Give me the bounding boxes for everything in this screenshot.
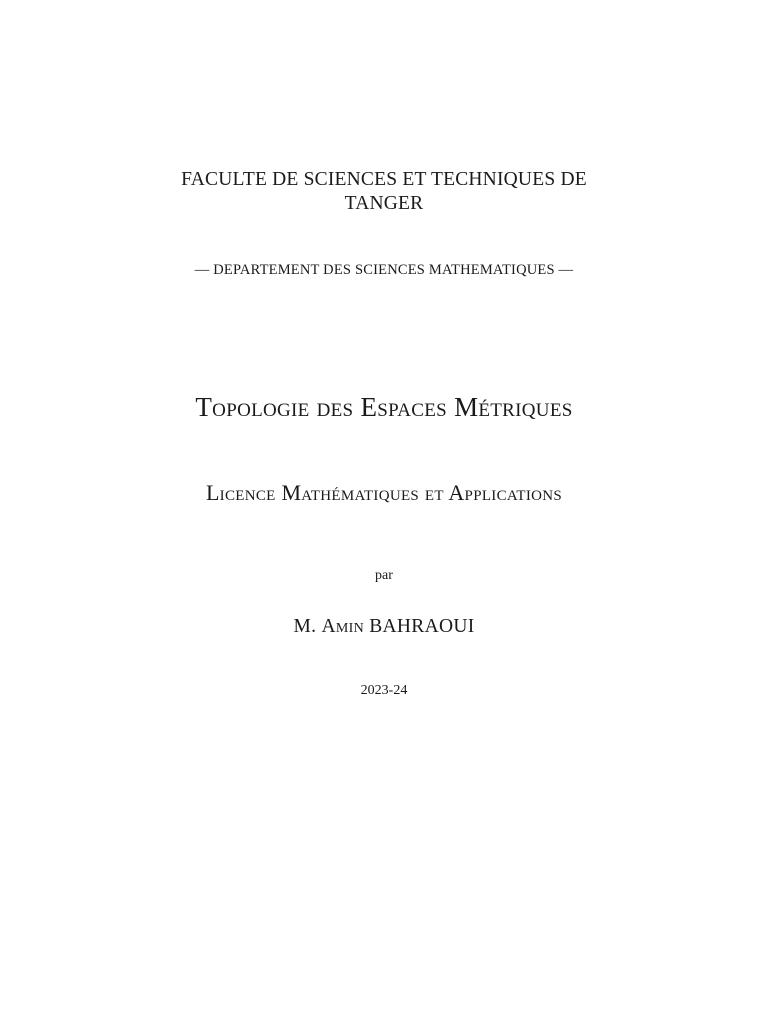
document-title: Topologie des Espaces Métriques [195,392,573,422]
academic-year: 2023-24 [360,683,408,698]
author-initial: M. [293,616,317,637]
author-name [0,616,768,638]
author-last-name: BAHRAOUI [369,616,475,637]
department-name: — DEPARTEMENT DES SCIENCES MATHEMATIQUES — [194,262,574,278]
by-label: par [375,568,393,583]
faculty-name [0,168,768,216]
program-name: Licence Mathématiques et Applications [205,480,563,505]
author-first-name: Amin [321,616,364,637]
faculty-name-line2: TANGER [344,193,424,214]
faculty-name-line1: FACULTE DE SCIENCES ET TECHNIQUES DE [181,169,587,190]
